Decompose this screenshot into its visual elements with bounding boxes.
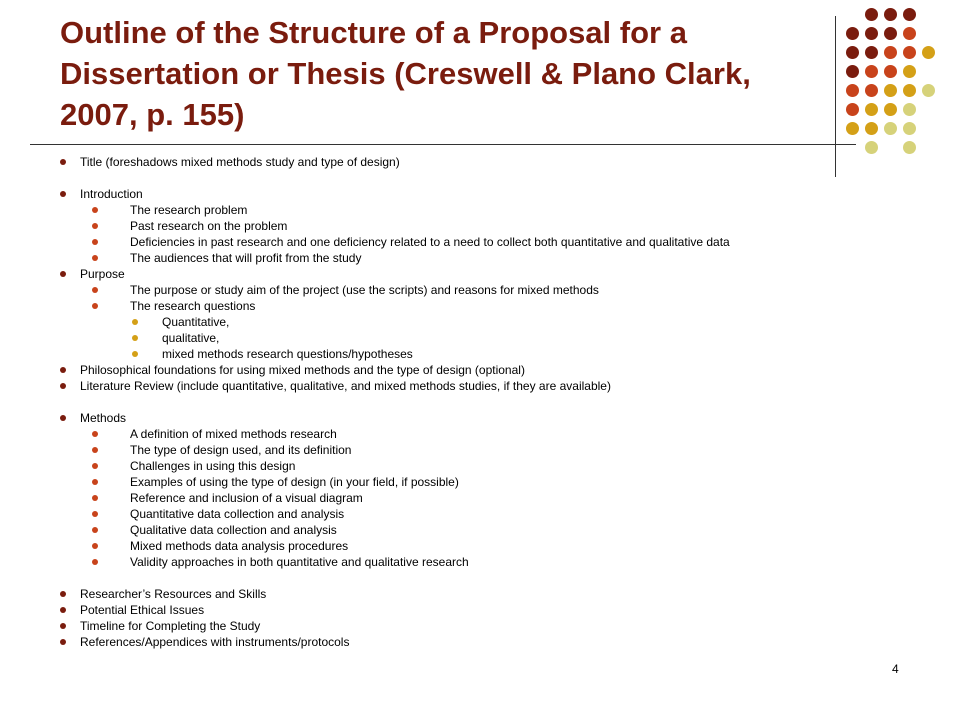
- outline-item-text: Philosophical foundations for using mixed methods and the type of design (optional): [80, 363, 525, 377]
- decorative-dot: [884, 65, 897, 78]
- outline-item: [0, 634, 900, 650]
- outline-item-text: The audiences that will profit from the study: [130, 251, 362, 265]
- outline-item-text: Quantitative,: [162, 315, 230, 329]
- slide-title: Outline of the Structure of a Proposal for a Dissertation or Thesis (Creswell & Plano Clark, 2007, p. 155): [60, 15, 751, 132]
- outline-item-text: Methods: [80, 411, 127, 425]
- bullet-icon: [60, 191, 66, 197]
- outline-spacer: [0, 170, 900, 186]
- decorative-dot: [884, 122, 897, 135]
- outline-item-text: Potential Ethical Issues: [80, 603, 205, 617]
- outline-item-text: Examples of using the type of design (in your field, if possible): [130, 475, 459, 489]
- outline-item-text: The research questions: [130, 299, 256, 313]
- decorative-dot: [903, 103, 916, 116]
- decorative-dot: [865, 141, 878, 154]
- title-divider: [30, 144, 856, 145]
- outline-item: [0, 618, 900, 634]
- decorative-dot: [884, 8, 897, 21]
- outline-item: [0, 330, 900, 346]
- outline-item-text: Researcher’s Resources and Skills: [80, 587, 267, 601]
- bullet-icon: [92, 543, 98, 549]
- outline-item: [0, 362, 900, 378]
- bullet-icon: [92, 511, 98, 517]
- outline-item: [0, 490, 900, 506]
- outline-item-text: Deficiencies in past research and one deficiency related to a need to collect both quantitative and qualitative data: [130, 235, 730, 249]
- outline-item-text: Purpose: [80, 267, 125, 281]
- decorative-dot: [884, 103, 897, 116]
- vertical-divider: [835, 16, 836, 177]
- outline-item-text: Literature Review (include quantitative, qualitative, and mixed methods studies, if they are available): [80, 379, 611, 393]
- bullet-icon: [60, 271, 66, 277]
- decorative-dot: [884, 27, 897, 40]
- outline-item-text: Mixed methods data analysis procedures: [130, 539, 349, 553]
- decorative-dot: [846, 122, 859, 135]
- bullet-icon: [92, 207, 98, 213]
- outline-item-text: Title (foreshadows mixed methods study and type of design): [80, 155, 400, 169]
- outline-item: [0, 314, 900, 330]
- bullet-icon: [92, 239, 98, 245]
- outline-item: [0, 602, 900, 618]
- bullet-icon: [92, 287, 98, 293]
- outline-item-text: Reference and inclusion of a visual diagram: [130, 491, 363, 505]
- bullet-icon: [60, 367, 66, 373]
- decorative-dot: [903, 8, 916, 21]
- bullet-icon: [92, 447, 98, 453]
- outline-item-text: mixed methods research questions/hypotheses: [162, 347, 413, 361]
- outline-item: [0, 442, 900, 458]
- decorative-dot: [846, 65, 859, 78]
- outline-item: [0, 250, 900, 266]
- bullet-icon: [92, 527, 98, 533]
- decorative-dot: [865, 65, 878, 78]
- decorative-dot: [884, 46, 897, 59]
- bullet-icon: [60, 383, 66, 389]
- outline-item: [0, 426, 900, 442]
- outline-spacer: [0, 570, 900, 586]
- bullet-icon: [60, 639, 66, 645]
- bullet-icon: [92, 463, 98, 469]
- bullet-icon: [92, 479, 98, 485]
- bullet-icon: [132, 319, 138, 325]
- bullet-icon: [60, 415, 66, 421]
- bullet-icon: [92, 223, 98, 229]
- bullet-icon: [92, 255, 98, 261]
- decorative-dot: [903, 141, 916, 154]
- bullet-icon: [92, 431, 98, 437]
- outline-spacer: [0, 394, 900, 410]
- outline-item: [0, 282, 900, 298]
- outline-item: [0, 186, 900, 202]
- decorative-dot: [903, 27, 916, 40]
- outline-item: [0, 202, 900, 218]
- decorative-dot: [903, 122, 916, 135]
- decorative-dot: [865, 8, 878, 21]
- outline-item: [0, 378, 900, 394]
- bullet-icon: [60, 623, 66, 629]
- bullet-icon: [92, 303, 98, 309]
- decorative-dot: [903, 65, 916, 78]
- outline-item: [0, 234, 900, 250]
- outline-item-text: Qualitative data collection and analysis: [130, 523, 337, 537]
- decorative-dot: [903, 84, 916, 97]
- outline-item-text: Introduction: [80, 187, 143, 201]
- outline-item: [0, 474, 900, 490]
- bullet-icon: [92, 559, 98, 565]
- outline-item-text: The purpose or study aim of the project (use the scripts) and reasons for mixed methods: [130, 283, 599, 297]
- decorative-dot: [884, 84, 897, 97]
- outline-item-text: Quantitative data collection and analysis: [130, 507, 345, 521]
- decorative-dot: [922, 84, 935, 97]
- outline-item-text: qualitative,: [162, 331, 220, 345]
- decorative-dot: [846, 103, 859, 116]
- outline-item: [0, 266, 900, 282]
- outline-item-text: Timeline for Completing the Study: [80, 619, 261, 633]
- outline-item-text: The research problem: [130, 203, 248, 217]
- bullet-icon: [132, 335, 138, 341]
- bullet-icon: [60, 591, 66, 597]
- outline-item: [0, 506, 900, 522]
- decorative-dot: [865, 103, 878, 116]
- decorative-dot: [865, 84, 878, 97]
- outline-item: [0, 154, 900, 170]
- outline-item-text: The type of design used, and its definition: [130, 443, 352, 457]
- outline-item-text: References/Appendices with instruments/protocols: [80, 635, 350, 649]
- decorative-dot: [922, 46, 935, 59]
- decorative-dot: [903, 46, 916, 59]
- bullet-icon: [60, 607, 66, 613]
- decorative-dot: [865, 122, 878, 135]
- outline-item-text: A definition of mixed methods research: [130, 427, 337, 441]
- bullet-icon: [132, 351, 138, 357]
- outline-item: [0, 298, 900, 314]
- page-number: 4: [892, 662, 899, 676]
- outline-item: [0, 410, 900, 426]
- outline-item: [0, 554, 900, 570]
- decorative-dot: [846, 84, 859, 97]
- outline-item: [0, 458, 900, 474]
- outline-item-text: Challenges in using this design: [130, 459, 296, 473]
- outline-item: [0, 538, 900, 554]
- outline-item: [0, 586, 900, 602]
- outline-item-text: Validity approaches in both quantitative and qualitative research: [130, 555, 469, 569]
- outline-item-text: Past research on the problem: [130, 219, 288, 233]
- outline-item: [0, 522, 900, 538]
- bullet-icon: [60, 159, 66, 165]
- decorative-dot: [846, 27, 859, 40]
- bullet-icon: [92, 495, 98, 501]
- decorative-dot: [865, 46, 878, 59]
- decorative-dot-grid: [846, 8, 946, 158]
- decorative-dot: [846, 46, 859, 59]
- outline-item: [0, 218, 900, 234]
- outline-item: [0, 346, 900, 362]
- decorative-dot: [865, 27, 878, 40]
